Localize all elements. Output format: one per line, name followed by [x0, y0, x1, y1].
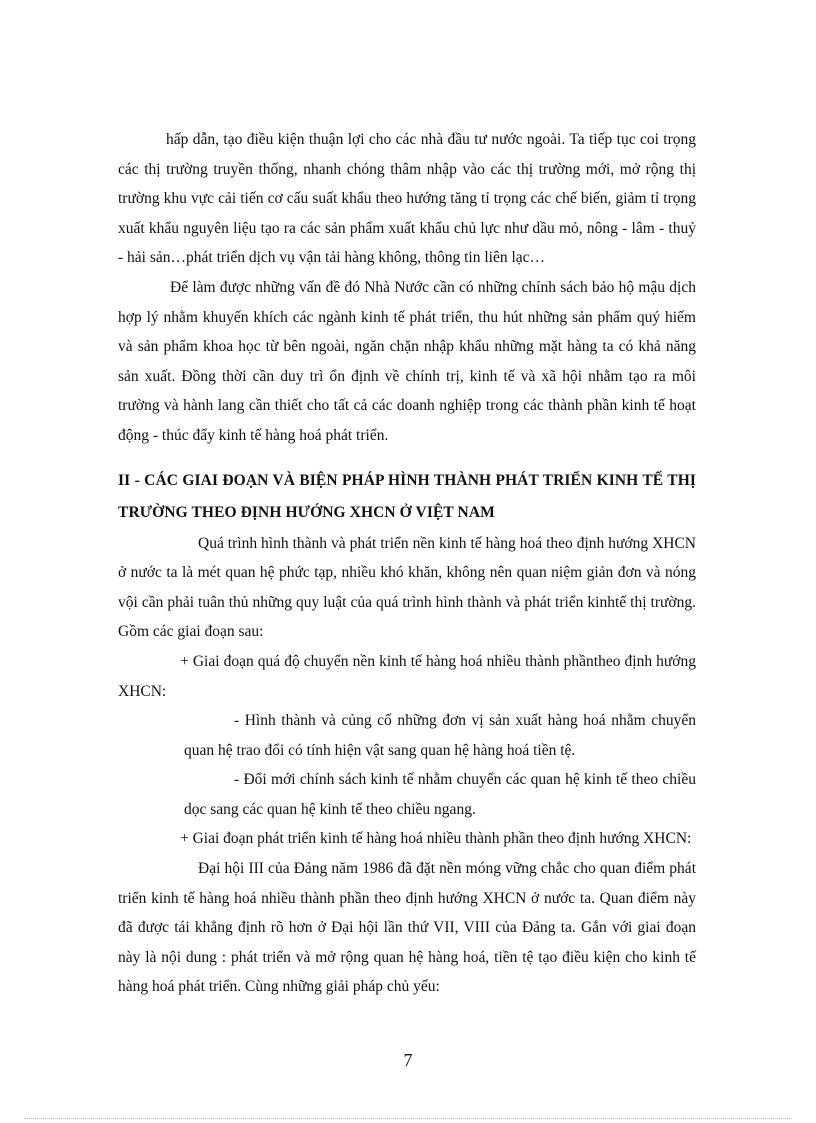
stage-2-paragraph: Đại hội III của Đảng năm 1986 đã đặt nền móng vững chắc cho quan điểm phát triển kinh tế hàng hoá nhiều thành phần theo định hướng XHCN ở nước ta. Quan điểm này đã được tái khẳng định rõ hơn ở Đại hội lần thứ VII, VIII của Đảng ta. Gắn với giai đoạn này là nội dung : phát triển và mở rộng quan hệ hàng hoá, tiền tệ tạo điều kiện cho kinh tế hàng hoá phát triển. Cùng những giải pháp chủ yếu: [118, 860, 696, 996]
stage-1-item-2: - Đổi mới chính sách kinh tế nhằm chuyển các quan hệ kinh tế theo chiều dọc sang các quan hệ kinh tế theo chiều ngang. [184, 771, 696, 818]
paragraph-2: Để làm được những vấn đề đó Nhà Nước cần có những chính sách bảo hộ mậu dịch hợp lý nhằm khuyến khích các ngành kinh tế phát triển, thu hút những sản phẩm quý hiếm và sản phẩm khoa học từ bên ngoài, ngăn chặn nhập khẩu những mặt hàng ta có khả năng sản xuất. Đồng thời cần duy trì ổn định về chính trị, kinh tế và xã hội nhằm tạo ra môi trường và hành lang cần thiết cho tất cả các doanh nghiệp trong các thành phần kinh tế hoạt động - thúc đẩy kinh tế hàng hoá phát triển. [118, 278, 696, 444]
body-text [118, 125, 696, 1002]
footer-divider [24, 1118, 792, 1119]
stage-1-heading: + Giai đoạn quá độ chuyển nền kinh tế hàng hoá nhiều thành phầntheo định hướng XHCN: [118, 652, 696, 700]
page-number: 7 [403, 1050, 413, 1070]
section-intro-paragraph: Quá trình hình thành và phát triển nền kinh tế hàng hoá theo định hướng XHCN ở nước ta là mét quan hệ phức tạp, nhiều khó khăn, không nên quan niệm giản đơn và nóng vội cần phải tuân thủ những quy luật của quá trình hình thành và phát triển kinhtế thị trường. Gồm các giai đoạn sau: [118, 534, 696, 641]
stage-2-heading: + Giai đoạn phát triển kinh tế hàng hoá nhiều thành phần theo định hướng XHCN: [180, 830, 692, 848]
section-heading: II - CÁC GIAI ĐOẠN VÀ BIỆN PHÁP HÌNH THÀNH PHÁT TRIỂN KINH TẾ THỊ TRƯỜNG THEO ĐỊNH HƯỚNG XHCN Ở VIỆT NAM [118, 471, 696, 521]
stage-1-item-1: - Hình thành và củng cố những đơn vị sản xuất hàng hoá nhằm chuyển quan hệ trao đổi có tính hiện vật sang quan hệ hàng hoá tiền tệ. [184, 712, 696, 759]
paragraph-1: hấp dẫn, tạo điều kiện thuận lợi cho các nhà đầu tư nước ngoài. Ta tiếp tục coi trọng các thị trường truyền thống, nhanh chóng thâm nhập vào các thị trường mới, mở rộng thị trường khu vực cải tiến cơ cấu suất khẩu theo hướng tăng tỉ trọng các chế biến, giảm tỉ trọng xuất khẩu nguyên liệu tạo ra các sản phẩm xuất khẩu chủ lực như dầu mỏ, nông - lâm - thuỷ - hải sản…phát triển dịch vụ vận tải hàng không, thông tin liên lạc… [118, 131, 696, 267]
